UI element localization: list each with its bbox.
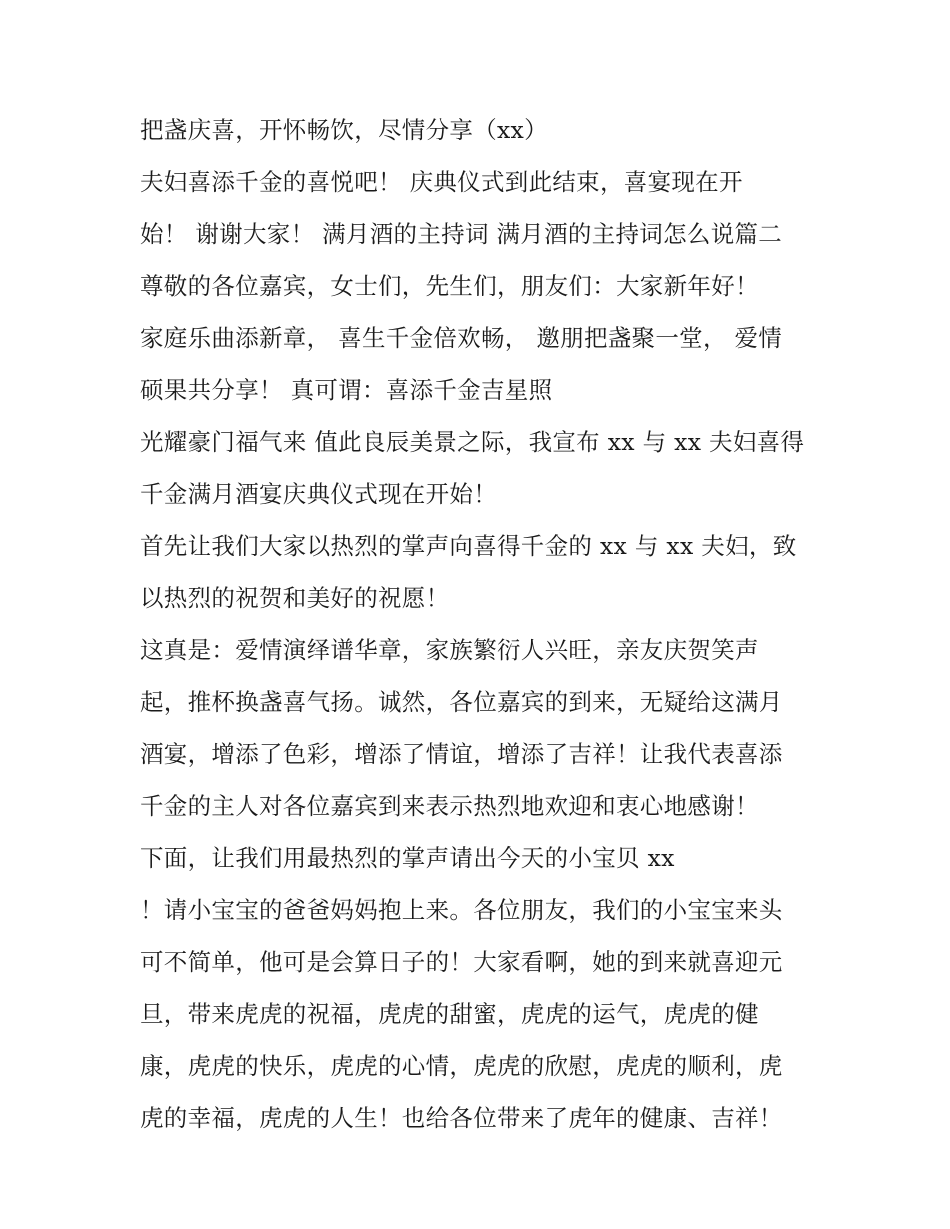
- text-line: 光耀豪门福气来 值此良辰美景之际，我宣布 xx 与 xx 夫妇喜得: [140, 428, 805, 456]
- text-line: 始！ 谢谢大家！ 满月酒的主持词 满月酒的主持词怎么说篇二: [140, 220, 783, 248]
- text-line: 康，虎虎的快乐，虎虎的心情，虎虎的欣慰，虎虎的顺利，虎: [140, 1052, 783, 1080]
- text-line: 千金的主人对各位嘉宾到来表示热烈地欢迎和衷心地感谢！: [140, 792, 759, 820]
- text-line: 夫妇喜添千金的喜悦吧！ 庆典仪式到此结束，喜宴现在开: [140, 168, 743, 196]
- text-line: 起，推杯换盏喜气扬。诚然，各位嘉宾的到来，无疑给这满月: [140, 688, 783, 716]
- text-line: 硕果共分享！ 真可谓：喜添千金吉星照: [140, 376, 553, 404]
- text-line: 家庭乐曲添新章， 喜生千金倍欢畅， 邀朋把盏聚一堂， 爱情: [140, 324, 783, 352]
- text-line: 这真是：爱情演绎谱华章，家族繁衍人兴旺，亲友庆贺笑声: [140, 636, 759, 664]
- text-line: 以热烈的祝贺和美好的祝愿！: [140, 584, 450, 612]
- text-line: 把盏庆喜，开怀畅饮，尽情分享（xx）: [140, 116, 548, 144]
- text-line: 虎的幸福，虎虎的人生！也给各位带来了虎年的健康、吉祥！: [140, 1104, 783, 1132]
- text-line: 可不简单，他可是会算日子的！大家看啊，她的到来就喜迎元: [140, 948, 783, 976]
- document-body: [140, 112, 830, 1152]
- text-line: 酒宴，增添了色彩，增添了情谊，增添了吉祥！让我代表喜添: [140, 740, 783, 768]
- text-line: 千金满月酒宴庆典仪式现在开始！: [140, 480, 497, 508]
- text-line: 尊敬的各位嘉宾，女士们，先生们，朋友们：大家新年好！: [140, 272, 759, 300]
- text-line: 下面，让我们用最热烈的掌声请出今天的小宝贝 xx: [140, 844, 675, 872]
- text-line: 旦，带来虎虎的祝福，虎虎的甜蜜，虎虎的运气，虎虎的健: [140, 1000, 759, 1028]
- text-line: 首先让我们大家以热烈的掌声向喜得千金的 xx 与 xx 夫妇，致: [140, 532, 797, 560]
- text-line: ！请小宝宝的爸爸妈妈抱上来。各位朋友，我们的小宝宝来头: [140, 896, 783, 924]
